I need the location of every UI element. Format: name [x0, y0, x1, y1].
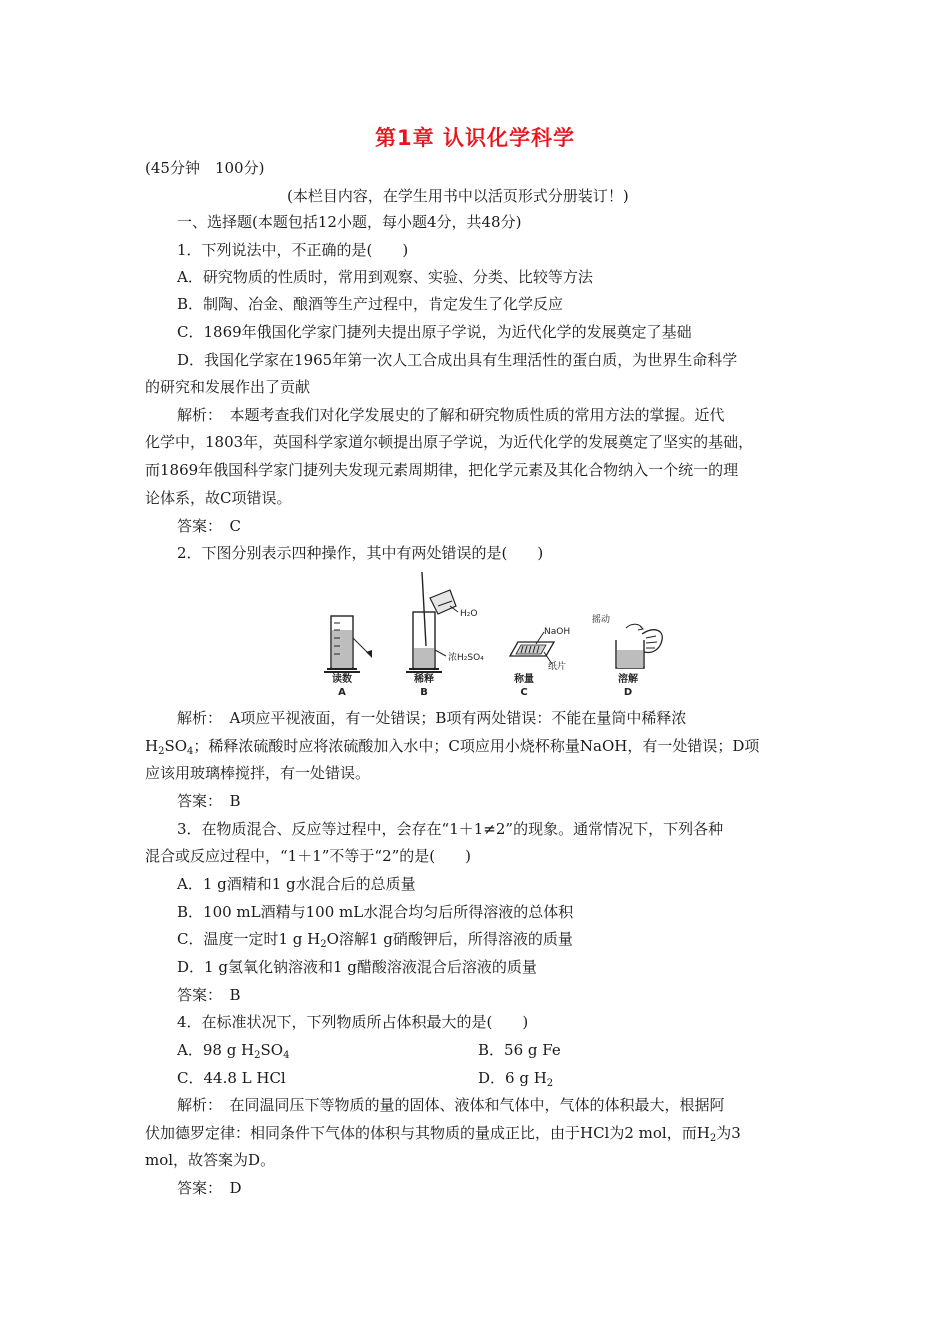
q2-analysis-line1: 解析： A项应平视液面，有一处错误；B项有两处错误：不能在量筒中稀释浓: [177, 709, 687, 727]
figure-d-shake-label: 摇动: [592, 615, 611, 625]
q1-stem: 1．下列说法中，不正确的是( ): [177, 241, 409, 259]
q1-analysis-line1: 解析： 本题考查我们对化学发展史的了解和研究物质性质的常用方法的掌握。近代: [177, 406, 725, 424]
figure-c-caption: 称量: [514, 674, 534, 685]
q2-answer: 答案： B: [177, 792, 241, 810]
q3-option-b: B．100 mL酒精与100 mL水混合均匀后所得溶液的总体积: [177, 903, 574, 921]
q4-analysis-line3: mol，故答案为D。: [145, 1151, 276, 1169]
q4-option-c: C．44.8 L HCl: [177, 1069, 286, 1087]
figure-b-water-label: H₂O: [460, 609, 478, 619]
figure-c-letter: C: [520, 687, 528, 698]
q2-analysis-line2: $H_2SO_4$；稀释浓硫酸时应将浓硫酸加入水中；C项应用小烧杯称量NaOH，有一处错误；D项: [145, 737, 760, 757]
q3-option-a: A．1 g酒精和1 g水混合后的总质量: [177, 875, 416, 893]
q1-option-c: C．1869年俄国化学家门捷列夫提出原子学说，为近代化学的发展奠定了基础: [177, 323, 692, 341]
q1-option-d-line2: 的研究和发展作出了贡献: [145, 378, 311, 396]
page-title: 第1章 认识化学科学: [375, 126, 575, 150]
figure-b-acid-label: 浓H₂SO₄: [448, 653, 484, 663]
q2-stem: 2．下图分别表示四种操作，其中有两处错误的是( ): [177, 544, 544, 562]
q4-analysis-line2: 伏加德罗定律：相同条件下气体的体积与其物质的量成正比，由于HCl为2 mol，而$H_2$为3: [145, 1124, 741, 1144]
binding-note: (本栏目内容，在学生用书中以活页形式分册装订！): [287, 187, 629, 205]
q2-analysis-line3: 应该用玻璃棒搅拌，有一处错误。: [145, 764, 371, 782]
q4-option-d: D．6 g $H_2$: [478, 1069, 554, 1089]
q1-option-b: B．制陶、冶金、酿酒等生产过程中，肯定发生了化学反应: [177, 295, 564, 313]
q1-option-d-line1: D．我国化学家在1965年第一次人工合成出具有生理活性的蛋白质，为世界生命科学: [177, 351, 738, 369]
q4-answer: 答案： D: [177, 1179, 242, 1197]
time-score: (45分钟 100分): [145, 159, 265, 177]
q3-stem-line1: 3．在物质混合、反应等过程中，会存在“1＋1≠2”的现象。通常情况下，下列各种: [177, 820, 724, 838]
figure-c-paper-label: 纸片: [548, 662, 567, 672]
figure-a-letter: A: [338, 687, 346, 698]
figure-c-naoh-label: NaOH: [544, 627, 571, 637]
q3-option-c: C．温度一定时1 g $H_2O$溶解1 g硝酸钾后，所得溶液的质量: [177, 930, 573, 950]
lab-operations-figure: [322, 568, 672, 700]
figure-a-caption: 读数: [332, 674, 352, 685]
q4-analysis-line1: 解析： 在同温同压下等物质的量的固体、液体和气体中，气体的体积最大，根据阿: [177, 1096, 725, 1114]
q1-answer: 答案： C: [177, 517, 241, 535]
q3-option-d: D．1 g氢氧化钠溶液和1 g醋酸溶液混合后溶液的质量: [177, 958, 537, 976]
figure-a-cylinder: [324, 616, 372, 672]
section-heading: 一、选择题(本题包括12小题，每小题4分，共48分): [177, 213, 522, 231]
q3-stem-line2: 混合或反应过程中，“1＋1”不等于“2”的是( ): [145, 847, 472, 865]
q4-option-b: B．56 g Fe: [478, 1041, 561, 1059]
figure-b-caption: 稀释: [414, 674, 434, 685]
q4-stem: 4．在标准状况下，下列物质所占体积最大的是( ): [177, 1013, 529, 1031]
figure-b-letter: B: [420, 687, 428, 698]
figure-d-letter: D: [623, 687, 633, 698]
q1-analysis-line4: 论体系，故C项错误。: [145, 489, 292, 507]
q1-analysis-line2: 化学中，1803年，英国科学家道尔顿提出原子学说，为近代化学的发展奠定了坚实的基础，: [145, 433, 754, 451]
q4-option-a: A．98 g $H_2SO_4$: [177, 1041, 290, 1061]
q1-analysis-line3: 而1869年俄国科学家门捷列夫发现元素周期律，把化学元素及其化合物纳入一个统一的理: [145, 461, 739, 479]
figure-d-beaker: [616, 624, 662, 668]
q1-option-a: A．研究物质的性质时，常用到观察、实验、分类、比较等方法: [177, 268, 593, 286]
figure-d-caption: 溶解: [618, 674, 638, 685]
q3-answer: 答案： B: [177, 986, 241, 1004]
